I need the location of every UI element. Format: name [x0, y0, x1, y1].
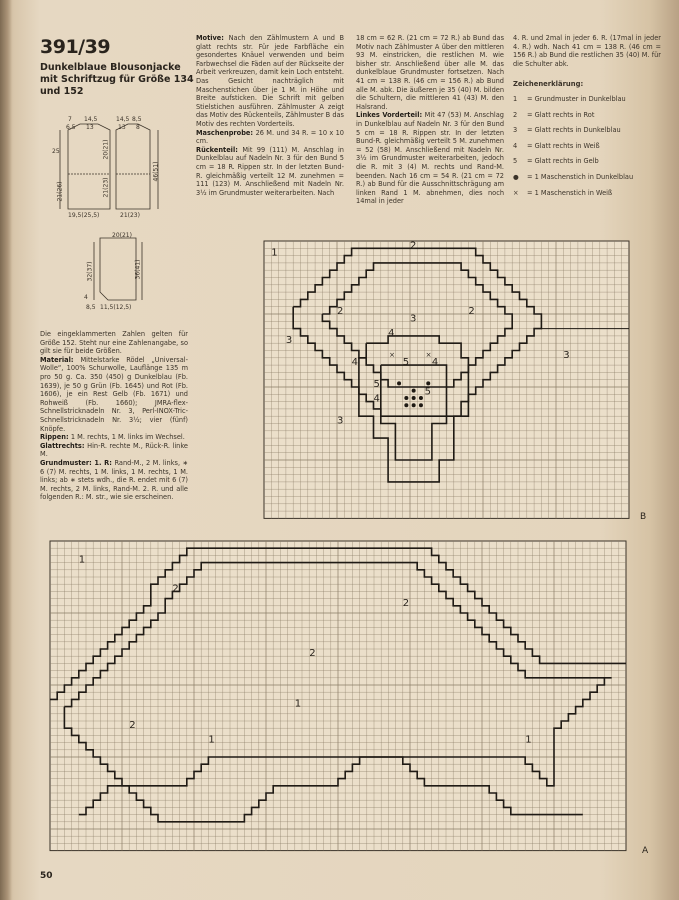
- legend-symbol: 3: [513, 126, 518, 135]
- legend-title: Zeichenerklärung:: [513, 80, 584, 89]
- chart-a-label: A: [642, 846, 649, 856]
- paragraph: [196, 34, 344, 129]
- paragraph-lead: Maschenprobe:: [196, 128, 256, 137]
- grid-lines: [50, 541, 626, 851]
- paragraph-body: 18 cm = 62 R. (21 cm = 72 R.) ab Bund das Motiv nach Zählmuster A über den mittleren 93 M. einstricken, die restlichen M. wie bisher str. Anschließend über alle M. das dunkelblaue Grundmuster fortsetzen. Nach 41 cm = 138 R. (46 cm = 156 R.) ab Bund alle M. abk. Die äußeren je 35 (40) M. bilden die Schultern, die mittleren 41 (43) M. den Halsrand.: [356, 34, 504, 111]
- sch-top-left: 7: [68, 116, 72, 123]
- legend-item: [513, 142, 661, 151]
- text-column-2: [196, 34, 344, 197]
- stitch-dot: [426, 381, 430, 385]
- sch-sleeve-bottom-mid: 11,5(12,5): [100, 304, 132, 311]
- sch-right-height: 46(51): [152, 161, 160, 182]
- paragraph: [196, 129, 344, 146]
- paragraph-lead: Linkes Vorderteil:: [356, 111, 425, 120]
- legend-label: = 1 Maschenstich in Dunkelblau: [527, 172, 634, 181]
- paragraph-body: Rand-M., 2 M. links, ∗ 6 (7) M. rechts, 1 M. links, 1 M. rechts, 1 M. links; ab ∗ stets wdh., die R. endet mit 6 (7) M. rechts, 2 M. links, Rand-M. 2. R. und alle folgenden R.: M. str., wie sie erscheinen.: [40, 458, 189, 502]
- stitch-cross: ×: [425, 350, 432, 359]
- sch-mid-upper: 20(21): [102, 139, 110, 160]
- sch-top-right: 14,5: [116, 116, 130, 123]
- sch-sleeve-top: 20(21): [112, 232, 132, 239]
- chart-number: 4: [388, 327, 395, 339]
- chart-number: 4: [373, 393, 380, 405]
- paragraph-body: Die eingeklammerten Zahlen gelten für Größe 152. Steht nur eine Zahlenangabe, so gilt sie für beide Größen.: [40, 330, 188, 356]
- paragraph: [40, 330, 188, 356]
- paragraph-body: Mittelstarke Rödel „Universal-Wolle“, 100% Schurwolle, Lauflänge 135 m pro 50 g. Ca. 350 (450) g Dunkelblau (Fb. 1639), je 50 g Grün (Fb. 1645) und Rot (Fb. 1606), je ein Rest Gelb (Fb. 1671) und Rohweiß (Fb. 1660); JMRA-flex-Schnellstricknadeln Nr. 3, Perl-INOX-Tric-Schnellstricknadeln Nr. 3½; vier (fünf) Knöpfe.: [40, 355, 188, 433]
- sch-top-right2: 8,5: [132, 116, 142, 123]
- chart-number: 2: [129, 720, 136, 732]
- legend-item: [513, 173, 661, 182]
- pattern-number: 391/39: [40, 36, 111, 58]
- chart-number: 1: [525, 734, 532, 746]
- chart-number: 2: [309, 648, 316, 660]
- stitch-dot: [412, 396, 416, 400]
- stitch-dot: [412, 403, 416, 407]
- text-column-3: [356, 34, 504, 206]
- paragraph-body: Mit 99 (111) M. Anschlag in Dunkelblau auf Nadeln Nr. 3 für den Bund 5 cm = 18 R. Rippen str. In der letzten Bund-R. gleichmäßig verteilt 12 M. zunehmen = 111 (123) M. Anschließend mit Nadeln Nr. 3½ im Grundmuster weiterarbeiten. Nach: [196, 145, 344, 197]
- sch-top-left-sub: 6,5: [66, 124, 76, 131]
- chart-number: 1: [294, 698, 302, 710]
- sch-sleeve-bottom-left: 8,5: [86, 304, 96, 311]
- front-piece-outline: [116, 124, 150, 209]
- legend-item: [513, 111, 661, 120]
- paragraph-lead: Rückenteil:: [196, 145, 243, 154]
- chart-b: [262, 240, 632, 520]
- sch-sleeve-left-small: 4: [84, 294, 88, 301]
- page-number: 50: [40, 871, 53, 881]
- stitch-dot: [404, 403, 408, 407]
- sch-bottom-left: 19,5(25,5): [68, 212, 100, 219]
- paragraph-lead: Grundmuster: 1. R:: [40, 458, 115, 467]
- pattern-title: Dunkelblaue Blousonjacke mit Schriftzug für Größe 134 und 152: [40, 62, 194, 97]
- legend-symbol: ×: [513, 188, 519, 197]
- stitch-dot: [397, 381, 401, 385]
- legend-item: [513, 126, 661, 135]
- legend-item: [513, 157, 661, 166]
- chart-number: 4: [431, 357, 439, 369]
- legend-label: = Glatt rechts in Rot: [527, 110, 595, 119]
- legend: [513, 95, 661, 197]
- sch-sleeve-left: 32(37): [86, 261, 94, 282]
- sch-left-height: 25: [52, 148, 60, 155]
- paragraph: [40, 459, 188, 502]
- legend-symbol: 5: [513, 157, 518, 166]
- stitch-cross: ×: [389, 350, 395, 359]
- legend-label: = Grundmuster in Dunkelblau: [527, 94, 626, 103]
- legend-label: = Glatt rechts in Weiß: [527, 141, 600, 150]
- chart-number: 5: [373, 379, 380, 390]
- stitch-dot: [412, 389, 416, 393]
- chart-number: 3: [337, 415, 344, 427]
- legend-symbol: 1: [513, 94, 518, 103]
- paragraph: [513, 34, 661, 68]
- stitch-dot: [419, 403, 423, 407]
- sch-top-mid-sub: 13: [86, 124, 94, 131]
- paragraph: [356, 111, 504, 206]
- chart-number: 2: [402, 597, 410, 609]
- chart-number: 2: [468, 306, 475, 317]
- sch-bottom-right: 21(23): [120, 212, 140, 219]
- chart-number: 5: [424, 386, 431, 398]
- stitch-dot: [419, 396, 423, 400]
- chart-number: 1: [271, 247, 278, 259]
- legend-label: = Glatt rechts in Gelb: [527, 157, 599, 166]
- paragraph-body: Nach den Zählmustern A und B glatt rechts str. Für jede Farbfläche ein gesondertes Knäuel verwenden und beim Farbwechsel die Fäden auf der Rückseite der Arbeit verkreuzen, damit kein Loch entsteht. Das Gesicht nachträglich mit Maschenstichen über je 1 M. in Höhe und Breite aufsticken. Die Schrift mit gelben Stielstichen ausführen. Zählmuster A zeigt das Motiv des Rückenteils, Zählmuster B das Motiv des rechten Vorderteils.: [196, 34, 344, 128]
- sch-sleeve-right: 36(41): [134, 259, 142, 280]
- paragraph-lead: Glattrechts:: [40, 441, 88, 450]
- chart-b-label: B: [640, 512, 647, 522]
- chart-number: 3: [563, 349, 570, 361]
- sch-top-right-sub: 13: [118, 124, 126, 131]
- text-column-4-body: [513, 34, 661, 68]
- sch-top-mid: 14,5: [84, 116, 98, 123]
- legend-item: [513, 189, 661, 198]
- paragraph-body: 4. R. und 2mal in jeder 6. R. (17mal in jeder 4. R.) wdh. Nach 41 cm = 138 R. (46 cm = 156 R.) ab Bund die restlichen 35 (40) M. für die Schulter abk.: [513, 34, 661, 68]
- sch-left-lower: 21(26): [56, 181, 64, 202]
- chart-number: 4: [351, 357, 358, 369]
- paragraph-lead: Motive:: [196, 34, 229, 42]
- chart-number: 2: [337, 306, 344, 317]
- sch-top-right2-sub: 8: [136, 124, 140, 131]
- paragraph-body: Mit 47 (53) M. Anschlag in Dunkelblau auf Nadeln Nr. 3 für den Bund 5 cm = 18 R. Rippen str. In der letzten Bund-R. gleichmäßig verteilt 5 M. zunehmen = 52 (58) M. Anschließend mit Nadeln Nr. 3½ im Grundmuster weiterarbeiten, jedoch die R. mit 3 (4) M. rechts und Rand-M. beenden. Nach 16 cm = 54 R. (21 cm = 72 R.) ab Bund für die Ausschnittschrägung am linken Rand 1 M. abnehmen, dies noch 14mal in jeder: [356, 111, 504, 206]
- chart-number: 2: [172, 583, 179, 595]
- paragraph-body: 1 M. rechts, 1 M. links im Wechsel.: [70, 433, 185, 442]
- legend-symbol: 2: [513, 110, 518, 119]
- legend-label: = 1 Maschenstich in Weiß: [527, 188, 613, 197]
- legend-symbol: 4: [513, 141, 518, 150]
- text-column-1: [40, 330, 188, 502]
- chart-number: 1: [78, 554, 86, 566]
- chart-number: 3: [285, 335, 293, 347]
- chart-number: 1: [208, 734, 215, 746]
- legend-label: = Glatt rechts in Dunkelblau: [527, 126, 621, 135]
- paragraph-lead: Material:: [40, 355, 81, 364]
- paragraph: [40, 356, 188, 433]
- page-spine-shadow: [0, 0, 12, 900]
- paragraph: [196, 146, 344, 198]
- paragraph-lead: Rippen:: [40, 433, 71, 442]
- paragraph-body: 26 M. und 34 R. = 10 x 10 cm.: [196, 128, 344, 146]
- chart-number: 5: [402, 357, 410, 369]
- chart-number: 3: [410, 313, 417, 325]
- paragraph: [40, 433, 188, 442]
- sch-mid-lower: 21(23): [102, 177, 110, 198]
- paragraph-body: Hin-R. rechte M., Rück-R. linke M.: [40, 441, 188, 459]
- text-column-4: [513, 34, 661, 204]
- legend-symbol: ●: [513, 172, 519, 181]
- chart-a: [48, 540, 633, 858]
- chart-number: 2: [410, 240, 417, 252]
- legend-item: [513, 95, 661, 104]
- paragraph: [356, 34, 504, 111]
- stitch-dot: [404, 396, 408, 400]
- paragraph: [40, 442, 188, 459]
